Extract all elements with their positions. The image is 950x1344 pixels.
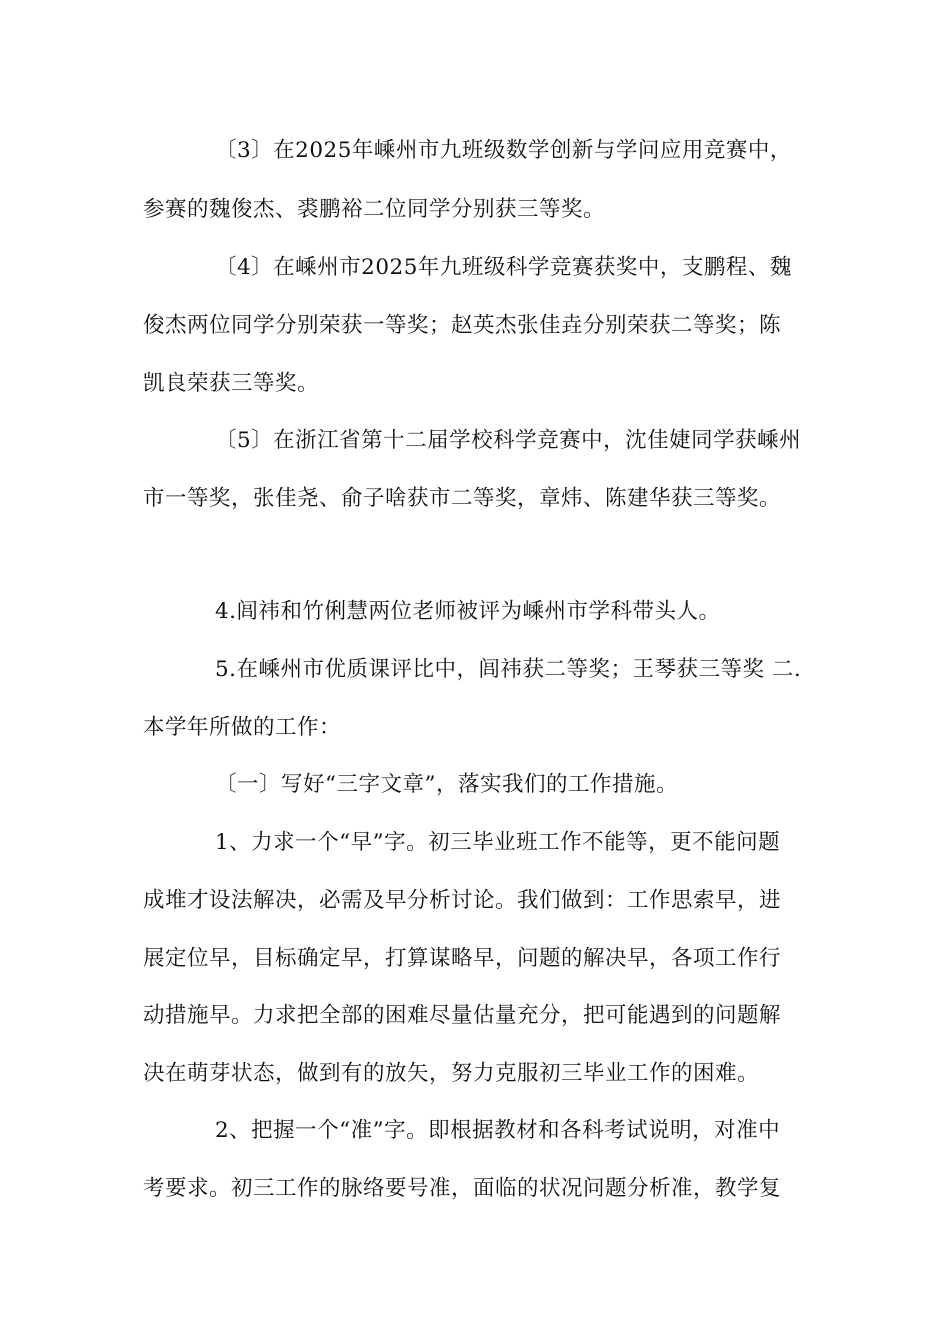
- paragraph-line: 5.在嵊州市优质课评比中，闾祎获二等奖；王琴获三等奖 二.: [215, 657, 802, 682]
- paragraph-line: 2、把握一个“准”字。即根据教材和各科考试说明，对准中: [215, 1118, 781, 1143]
- paragraph-line: 〔4〕在嵊州市2025年九班级科学竞赛获奖中，支鹏程、魏: [215, 255, 792, 280]
- paragraph-line: 展定位早，目标确定早，打算谋略早，问题的解决早，各项工作行: [143, 946, 782, 971]
- paragraph-line: 俊杰两位同学分别荣获一等奖；赵英杰张佳垚分别荣获二等奖；陈: [143, 313, 782, 338]
- paragraph-line: 市一等奖，张佳尧、俞子啥获市二等奖，章炜、陈建华获三等奖。: [143, 486, 782, 511]
- paragraph-line: 本学年所做的工作：: [143, 715, 342, 740]
- paragraph-line: 参赛的魏俊杰、裘鹏裕二位同学分别获三等奖。: [143, 197, 606, 222]
- paragraph-line: 考要求。初三工作的脉络要号准，面临的状况问题分析准，教学复: [143, 1176, 782, 1201]
- paragraph-line: 4.闾祎和竹俐慧两位老师被评为嵊州市学科带头人。: [215, 599, 721, 624]
- section-heading: 〔一〕写好“三字文章”，落实我们的工作措施。: [215, 772, 678, 797]
- paragraph-line: 决在萌芽状态，做到有的放矢，努力克服初三毕业工作的困难。: [143, 1061, 760, 1086]
- paragraph-line: 〔3〕在2025年嵊州市九班级数学创新与学问应用竞赛中，: [215, 138, 792, 163]
- paragraph-line: 成堆才设法解决，必需及早分析讨论。我们做到：工作思索早，进: [143, 888, 782, 913]
- paragraph-line: 1、力求一个“早”字。初三毕业班工作不能等，更不能问题: [215, 830, 781, 855]
- paragraph-line: 动措施早。力求把全部的困难尽量估量充分，把可能遇到的问题解: [143, 1003, 782, 1028]
- paragraph-line: 凯良荣获三等奖。: [143, 371, 320, 396]
- paragraph-line: 〔5〕在浙江省第十二届学校科学竞赛中，沈佳婕同学获嵊州: [215, 428, 802, 453]
